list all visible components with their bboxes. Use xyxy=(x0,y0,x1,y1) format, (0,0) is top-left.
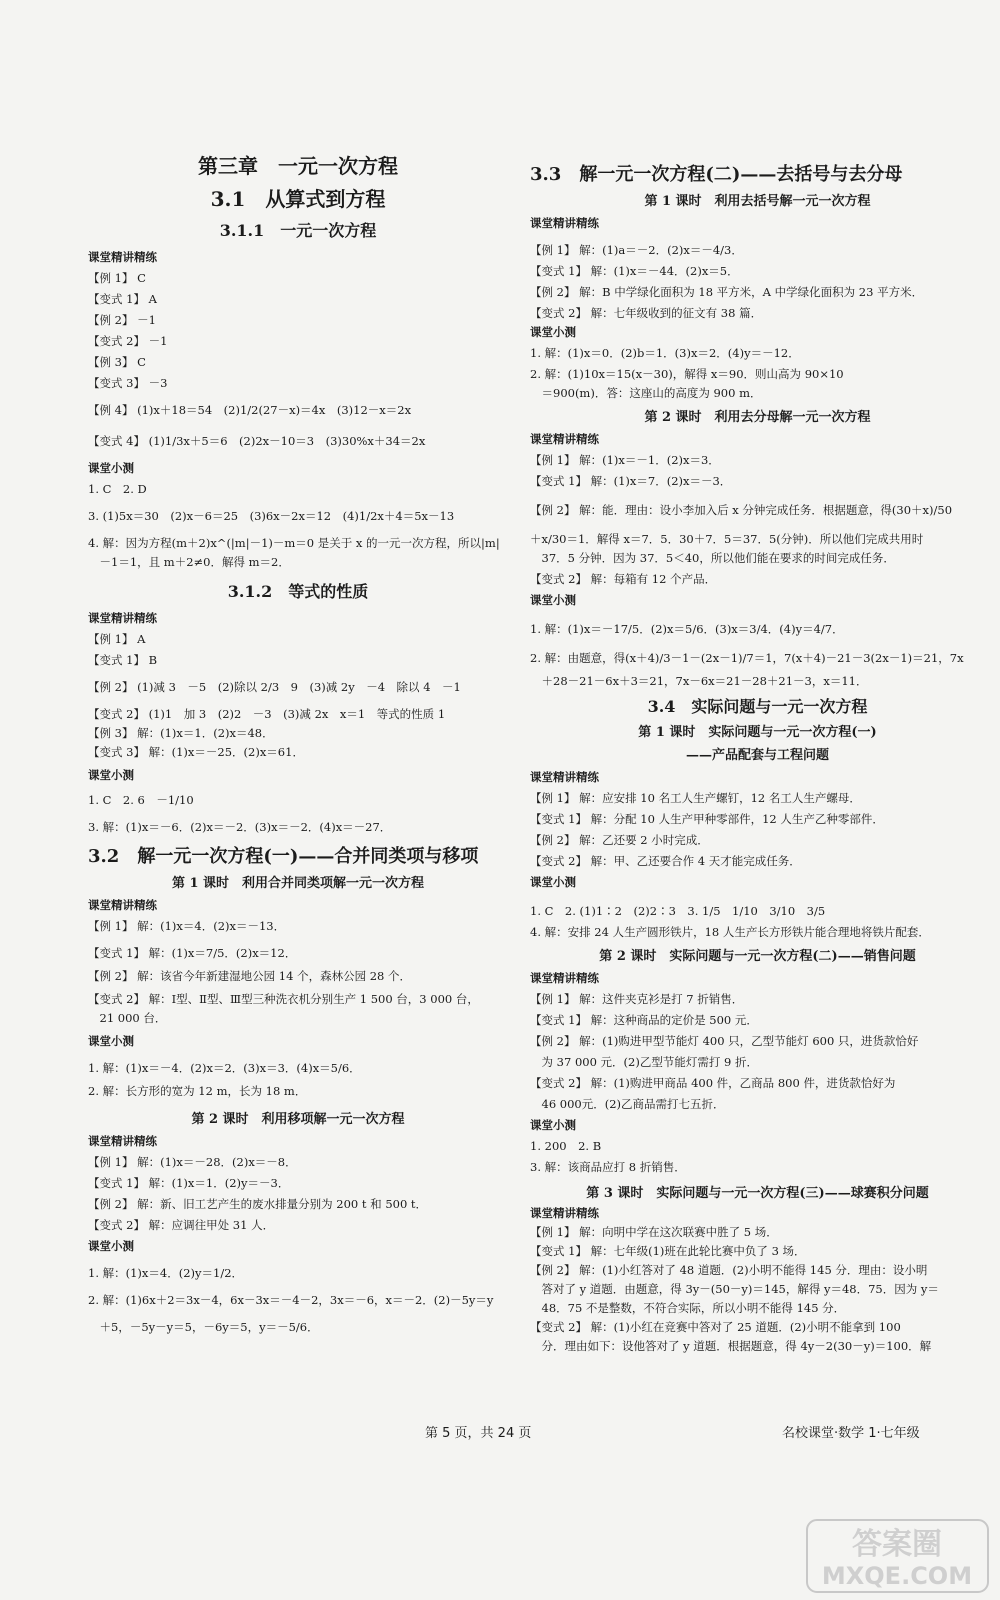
answer-line: 1. C 2. 6 －1/10 xyxy=(88,793,194,807)
answer-line: 1. 解：(1)x＝－17/5．(2)x＝5/6．(3)x＝3/4．(4)y＝4/7． xyxy=(530,622,844,636)
answer-line: 【例 2】 解：(1)购进甲型节能灯 400 只，乙型节能灯 600 只，进货款恰好 xyxy=(530,1034,919,1048)
section-heading: 第 1 课时 实际问题与一元一次方程(一) xyxy=(638,725,877,740)
answer-line: 【例 1】 A xyxy=(88,632,146,646)
subsection-label: 课堂精讲精练 xyxy=(88,250,157,264)
answer-line: 【变式 2】 解：Ⅰ型、Ⅱ型、Ⅲ型三种洗衣机分别生产 1 500 台，3 000 台， xyxy=(88,992,479,1006)
answer-line: 【例 2】 解：该省今年新建湿地公园 14 个，森林公园 28 个． xyxy=(88,969,412,983)
answer-line: 【变式 1】 A xyxy=(88,292,157,306)
answer-line: ＋x/30＝1．解得 x＝7．5．30＋7．5＝37．5(分钟)．所以他们完成共用时 xyxy=(530,532,924,546)
section-heading: 第 1 课时 利用合并同类项解一元一次方程 xyxy=(171,876,425,891)
section-heading: 第 2 课时 利用移项解一元一次方程 xyxy=(191,1112,405,1127)
subsection-label: 课堂小测 xyxy=(88,1034,134,1048)
answer-line: 【变式 2】 解：应调往甲处 31 人． xyxy=(88,1218,275,1232)
book-series-label: 名校课堂·数学 1·七年级 xyxy=(782,1426,920,1441)
answer-line: 【变式 1】 B xyxy=(88,653,158,667)
answer-line: 【变式 3】 解：(1)x＝－25．(2)x＝61． xyxy=(88,745,304,759)
answer-line: 【变式 3】 －3 xyxy=(88,376,168,390)
answer-line: 2. 解：长方形的宽为 12 m，长为 18 m． xyxy=(88,1084,307,1098)
answer-line: 【变式 1】 解：这种商品的定价是 500 元． xyxy=(530,1013,758,1027)
subsection-label: 课堂精讲精练 xyxy=(88,898,157,912)
page-number: 第 5 页，共 24 页 xyxy=(425,1426,532,1441)
answer-line: ＝900(m)．答：这座山的高度为 900 m． xyxy=(530,386,762,400)
watermark-title: 答案圈 xyxy=(852,1527,942,1562)
answer-line: 【例 1】 解：(1)a＝－2．(2)x＝－4/3． xyxy=(530,243,743,257)
answer-line: 【变式 2】 解：甲、乙还要合作 4 天才能完成任务． xyxy=(530,854,801,868)
answer-line: 【例 1】 解：(1)x＝4．(2)x＝－13． xyxy=(88,919,286,933)
section-heading: 3.1 从算式到方程 xyxy=(210,187,386,211)
answer-line: 为 37 000 元．(2)乙型节能灯需打 9 折． xyxy=(530,1055,758,1069)
subsection-label: 课堂小测 xyxy=(88,461,134,475)
answer-line: 【例 1】 解：向明中学在这次联赛中胜了 5 场． xyxy=(530,1225,778,1239)
answer-line: 【变式 1】 解：分配 10 人生产甲种零部件，12 人生产乙种零部件． xyxy=(530,812,884,826)
section-heading: 3.1.1 一元一次方程 xyxy=(219,221,377,240)
answer-line: 【例 2】 －1 xyxy=(88,313,156,327)
answer-line: 【变式 2】 (1)1 加 3 (2)2 －3 (3)减 2x x＝1 等式的性质 1 xyxy=(88,707,446,721)
section-heading: 3.4 实际问题与一元一次方程 xyxy=(647,697,868,716)
answer-line: 3. 解：该商品应打 8 折销售． xyxy=(530,1160,686,1174)
section-heading: 第 2 课时 实际问题与一元一次方程(二)——销售问题 xyxy=(599,949,916,964)
subsection-label: 课堂精讲精练 xyxy=(530,1206,599,1220)
section-heading: 第 2 课时 利用去分母解一元一次方程 xyxy=(644,410,871,425)
answer-line: 【例 1】 解：这件夹克衫是打 7 折销售． xyxy=(530,992,744,1006)
subsection-label: 课堂小测 xyxy=(530,593,576,607)
answer-line: 2. 解：(1)6x＋2＝3x－4，6x－3x＝－4－2，3x＝－6，x＝－2．(2)－5y＝y xyxy=(88,1293,494,1307)
section-heading: ——产品配套与工程问题 xyxy=(685,748,829,763)
answer-line: 【变式 2】 解：每箱有 12 个产品． xyxy=(530,572,717,586)
section-heading: 3.3 解一元一次方程(二)——去括号与去分母 xyxy=(530,164,903,185)
section-heading: 第 1 课时 利用去括号解一元一次方程 xyxy=(644,194,871,209)
answer-line: 48．75 不是整数，不符合实际，所以小明不能得 145 分． xyxy=(530,1301,846,1315)
answer-line: 1. C 2. (1)1∶2 (2)2∶3 3. 1/5 1/10 3/10 3/5 xyxy=(530,904,826,918)
answer-line: 4. 解：因为方程(m＋2)x^(|m|－1)－m＝0 是关于 x 的一元一次方程，所以|m| xyxy=(88,536,500,550)
answer-line: 【例 1】 解：(1)x＝－1．(2)x＝3． xyxy=(530,453,720,467)
answer-line: 【变式 4】 (1)1/3x＋5＝6 (2)2x－10＝3 (3)30%x＋34＝2x xyxy=(88,434,426,448)
answer-line: 【变式 1】 解：(1)x＝1．(2)y＝－3． xyxy=(88,1176,290,1190)
answer-line: 【变式 1】 解：七年级(1)班在此轮比赛中负了 3 场． xyxy=(530,1244,806,1258)
answer-line: 1. 解：(1)x＝0．(2)b＝1．(3)x＝2．(4)y＝－12． xyxy=(530,346,800,360)
answer-line: 【变式 2】 解：(1)购进甲商品 400 件，乙商品 800 件，进货款恰好为 xyxy=(530,1076,896,1090)
answer-line: 3. 解：(1)x＝－6．(2)x＝－2．(3)x＝－2．(4)x＝－27． xyxy=(88,820,392,834)
answer-line: 1. C 2. D xyxy=(88,482,147,496)
section-heading: 第 3 课时 实际问题与一元一次方程(三)——球赛积分问题 xyxy=(586,1186,929,1201)
answer-line: 【例 3】 解：(1)x＝1．(2)x＝48． xyxy=(88,726,274,740)
section-heading: 3.2 解一元一次方程(一)——合并同类项与移项 xyxy=(88,846,479,867)
answer-line: 1. 解：(1)x＝4．(2)y＝1/2． xyxy=(88,1266,244,1280)
answer-line: 37．5 分钟．因为 37．5＜40，所以他们能在要求的时间完成任务． xyxy=(530,551,895,565)
answer-line: 【变式 1】 解：(1)x＝7．(2)x＝－3． xyxy=(530,474,732,488)
answer-line: 2. 解：(1)10x＝15(x－30)，解得 x＝90．则山高为 90×10 xyxy=(530,367,844,381)
answer-line: 【例 2】 解：B 中学绿化面积为 18 平方米，A 中学绿化面积为 23 平方米． xyxy=(530,285,924,299)
answer-line: 【例 1】 C xyxy=(88,271,146,285)
answer-line: ＋5，－5y－y＝5，－6y＝5，y＝－5/6． xyxy=(88,1320,319,1334)
answer-line: 【例 2】 解：能．理由：设小李加入后 x 分钟完成任务．根据题意，得(30＋x)/50 xyxy=(530,503,953,517)
subsection-label: 课堂小测 xyxy=(530,875,576,889)
subsection-label: 课堂小测 xyxy=(88,1239,134,1253)
answer-line: 2. 解：由题意，得(x＋4)/3－1－(2x－1)/7＝1，7(x＋4)－21－3(2x－1)＝21，7x xyxy=(530,651,964,665)
answer-line: 【例 2】 (1)减 3 －5 (2)除以 2/3 9 (3)减 2y －4 除以 4 －1 xyxy=(88,680,461,694)
subsection-label: 课堂小测 xyxy=(88,768,134,782)
answer-line: 【例 2】 解：(1)小红答对了 48 道题．(2)小明不能得 145 分．理由：设小明 xyxy=(530,1263,928,1277)
subsection-label: 课堂小测 xyxy=(530,325,576,339)
answer-line: 【例 2】 解：新、旧工艺产生的废水排量分别为 200 t 和 500 t． xyxy=(88,1197,428,1211)
answer-line: 【变式 2】 解：(1)小红在竞赛中答对了 25 道题．(2)小明不能拿到 100 xyxy=(530,1320,901,1334)
subsection-label: 课堂精讲精练 xyxy=(530,770,599,784)
answer-line: 3. (1)5x＝30 (2)x－6＝25 (3)6x－2x＝12 (4)1/2x＋4＝5x－13 xyxy=(88,509,455,523)
section-heading: 3.1.2 等式的性质 xyxy=(227,582,369,601)
subsection-label: 课堂小测 xyxy=(530,1118,576,1132)
answer-line: 答对了 y 道题．由题意，得 3y－(50－y)＝145，解得 y＝48．75．因为 y＝ xyxy=(530,1282,939,1296)
section-heading: 第三章 一元一次方程 xyxy=(198,154,398,178)
answer-line: ＋28－21－6x＋3＝21，7x－6x＝21－28＋21－3，x＝11． xyxy=(530,674,868,688)
answer-line: 1. 解：(1)x＝－4．(2)x＝2．(3)x＝3．(4)x＝5/6． xyxy=(88,1061,361,1075)
answer-line: 【例 1】 解：应安排 10 名工人生产螺钉，12 名工人生产螺母． xyxy=(530,791,861,805)
answer-line: 46 000元．(2)乙商品需打七五折． xyxy=(530,1097,725,1111)
subsection-label: 课堂精讲精练 xyxy=(530,432,599,446)
answer-line: －1＝1，且 m＋2≠0．解得 m＝2． xyxy=(88,555,290,569)
answer-line: 【例 2】 解：乙还要 2 小时完成． xyxy=(530,833,709,847)
answer-line: 【变式 2】 －1 xyxy=(88,334,168,348)
answer-line: 分．理由如下：设他答对了 y 道题．根据题意，得 4y－2(30－y)＝100．解 xyxy=(530,1339,932,1353)
left-column xyxy=(88,150,508,1334)
subsection-label: 课堂精讲精练 xyxy=(530,971,599,985)
answer-line: 【变式 2】 解：七年级收到的征文有 38 篇． xyxy=(530,306,763,320)
answer-line: 21 000 台． xyxy=(88,1011,167,1025)
answer-line: 【变式 1】 解：(1)x＝7/5．(2)x＝12． xyxy=(88,946,297,960)
answer-line: 【例 4】 (1)x＋18＝54 (2)1/2(27－x)＝4x (3)12－x＝2x xyxy=(88,403,412,417)
watermark-logo xyxy=(805,1518,990,1594)
subsection-label: 课堂精讲精练 xyxy=(88,1134,157,1148)
answer-line: 【例 3】 C xyxy=(88,355,146,369)
answer-line: 4. 解：安排 24 人生产圆形铁片，18 人生产长方形铁片能合理地将铁片配套． xyxy=(530,925,930,939)
answer-line: 【变式 1】 解：(1)x＝－44．(2)x＝5． xyxy=(530,264,739,278)
subsection-label: 课堂精讲精练 xyxy=(530,216,599,230)
watermark-domain: MXQE.COM xyxy=(821,1562,973,1590)
right-column xyxy=(530,150,985,1353)
subsection-label: 课堂精讲精练 xyxy=(88,611,157,625)
answer-line: 【例 1】 解：(1)x＝－28．(2)x＝－8． xyxy=(88,1155,297,1169)
answer-line: 1. 200 2. B xyxy=(530,1139,602,1153)
